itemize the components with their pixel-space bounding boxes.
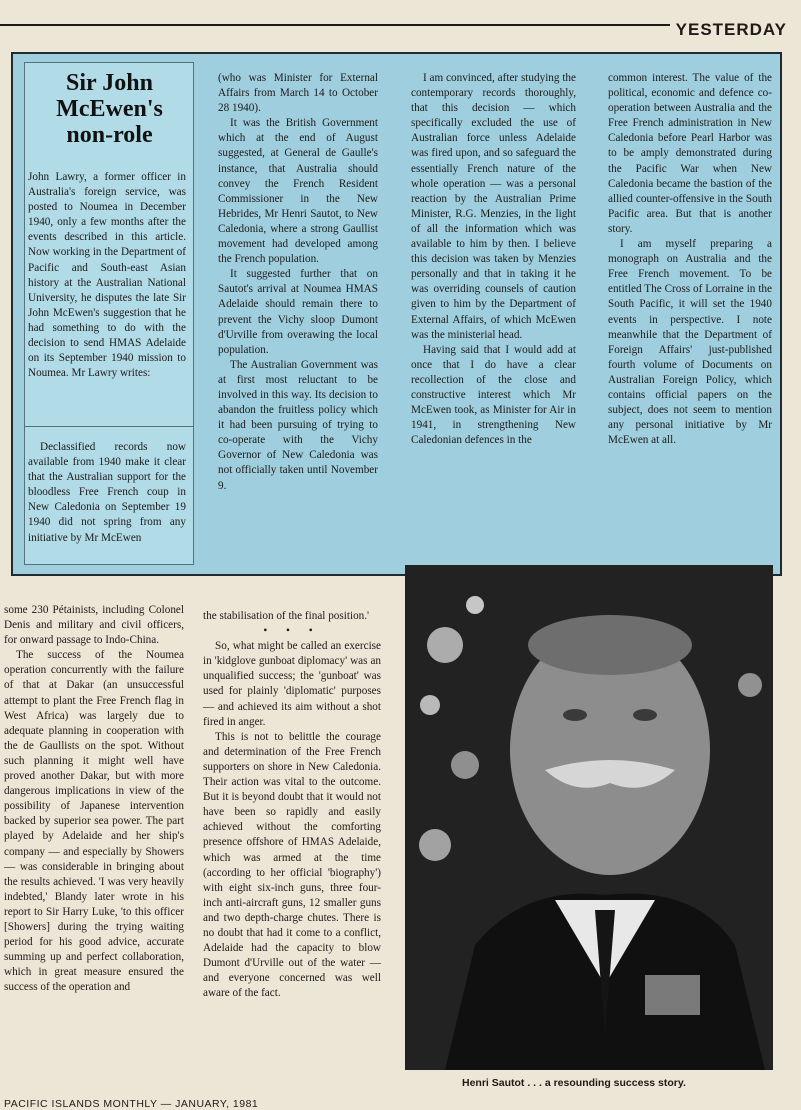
box-col1-paragraph-1: Declassified records now available from 1940 make it clear that the Australian support for the bloodless Free French coup in New Caledonia on September 19 1940 did not spring from any initiative by Mr McEwen	[28, 441, 186, 544]
section-label: YESTERDAY	[675, 20, 787, 39]
lower-col2-paragraph-0: the stabilisation of the final position.'	[203, 610, 370, 622]
article-title	[27, 70, 192, 148]
portrait-illustration	[405, 565, 773, 1070]
lower-column-2	[203, 609, 381, 1001]
section-rule	[0, 24, 670, 26]
intro-paragraph: John Lawry, a former officer in Australia's foreign service, was posted to Noumea in December 1940, only a few months after the events described in this article. Now working in the Department of Pacific and South-east Asian history at the Australian National University, he disputes the late Sir John McEwen's suggestion that he had something to do with the decision to send HMAS Adelaide on its September 1940 mission to Noumea. Mr Lawry writes:	[28, 171, 186, 380]
lower-col2-paragraph-2: This is not to belittle the courage and determination of the Free French supporters on shore in New Caledonia. Their action was vital to the outcome. But it is beyond doubt that it would not have been so rapidly and easily achieved without the comforting presence offshore of HMAS Adelaide, which was armed at the time (according to her official 'biography') with eight six-inch guns, three four-inch anti-aircraft guns, 12 smaller guns and two depth-charge chutes. There is no doubt that had it come to a conflict, Adelaide had the capacity to blow Dumont d'Urville out of the water — and everyone concerned was well aware of the fact.	[203, 730, 381, 1000]
box-col4-paragraph-2: I am myself preparing a monograph on Australia and the Free French movement. To be entitled The Cross of Lorraine in the South Pacific, it will set the 1940 events in perspective. I note meanwhile that the Department of Foreign Affairs' just-published fourth volume of Documents on Australian Foreign Policy, which contains official papers on the subject, does not seem to mention any personal initiative by Mr McEwen at all.	[608, 238, 772, 447]
page-footer: PACIFIC ISLANDS MONTHLY — JANUARY, 1981	[4, 1098, 259, 1110]
box-column-4	[608, 71, 772, 448]
box-col2-paragraph-1: It was the British Government which at the end of August suggested, at General de Gaulle's instance, that Australia should convey the French Resident Commissioner in the New Hebrides, Mr Henri Sautot, to New Caledonia, where a strong Gaullist movement had developed among the French population.	[218, 117, 378, 266]
box-col2-paragraph-3: The Australian Government was at first most reluctant to be involved in this way. Its decision to abandon the fruitless policy which it had been pursuing of trying to co-operate with the Vichy Governor of New Caledonia was not officially taken until November 9.	[218, 358, 378, 492]
lower-col2-paragraph-1: So, what might be called an exercise in 'kidglove gunboat diplomacy' was an unqualified success; the 'gunboat' was used for plainly 'diplomatic' purposes — and achieved its aim without a shot fired in anger.	[203, 640, 381, 728]
title-line-3: non-role	[66, 122, 153, 148]
box-column-1	[28, 440, 186, 546]
lower-col1-paragraph-2: The success of the Noumea operation concurrently with the failure of that at Dakar (an unsuccessful attempt to plant the Free French flag in West Africa) was largely due to adequate planning in cooperation with the de Gaullists on the spot. Without such planning it might well have proved another Dakar, but with more dangerous implications in view of the possibility of Japanese intervention backed by superior sea power. The part played by Adelaide and her ship's company — and especially by Showers — was considerable in bringing about the results achieved. 'I was very heavily indebted,' Blandy later wrote in his report to Sir Harry Luke, 'to this officer [Showers] during the trying waiting period for his good advice, accurate summing up and perfect collaboration, which in great measure ensured the success of the operation and	[4, 649, 184, 994]
section-break-dots: • • •	[263, 625, 321, 638]
box-col3-paragraph-2: Having said that I would add at once that I do have a clear recollection of the close and constructive interest which Mr McEwen took, as Minister for Air in 1941, in strengthening New Caledonian defences in the	[411, 343, 576, 447]
intro-divider	[24, 426, 194, 427]
box-col3-paragraph-1: I am convinced, after studying the contemporary records thoroughly, that this decision — which specifically excluded the use of Australian force unless Adelaide was fired upon, and so safeguard the essentially French nature of the whole operation — was a personal reaction by the Australian Prime Minister, R.G. Menzies, in the light of all the information which was available to him by then. I believe this decision was taken by Menzies personally and that in taking it he was overriding counsels of caution given to him by the Department of External Affairs, of which McEwen was the ministerial head.	[411, 72, 576, 341]
box-col2-paragraph-0: (who was Minister for External Affairs from March 14 to October 28 1940).	[218, 72, 378, 115]
box-col2-paragraph-2: It suggested further that on Sautot's arrival at Noumea HMAS Adelaide should remain there to prevent the Vichy sloop Dumont d'Urville from overawing the local population.	[218, 268, 378, 356]
title-line-2: McEwen's	[56, 96, 163, 122]
portrait-photo	[405, 565, 773, 1070]
box-column-2	[218, 71, 378, 494]
box-col4-paragraph-1: common interest. The value of the political, economic and defence co-operation between Australia and the Free French administration in New Caledonia before Pearl Harbor was to be amply demonstrated during the Pacific War when New Caledonia became the bastion of the allied counter-offensive in the South Pacific area. But that is another story.	[608, 72, 772, 235]
box-column-3	[411, 71, 576, 448]
lower-column-1	[4, 603, 184, 995]
photo-caption: Henri Sautot . . . a resounding success story.	[462, 1077, 686, 1089]
title-line-1: Sir John	[66, 70, 153, 96]
lower-col1-paragraph-1: some 230 Pétainists, including Colonel Denis and military and civil officers, for onward passage to Indo-China.	[4, 604, 184, 647]
